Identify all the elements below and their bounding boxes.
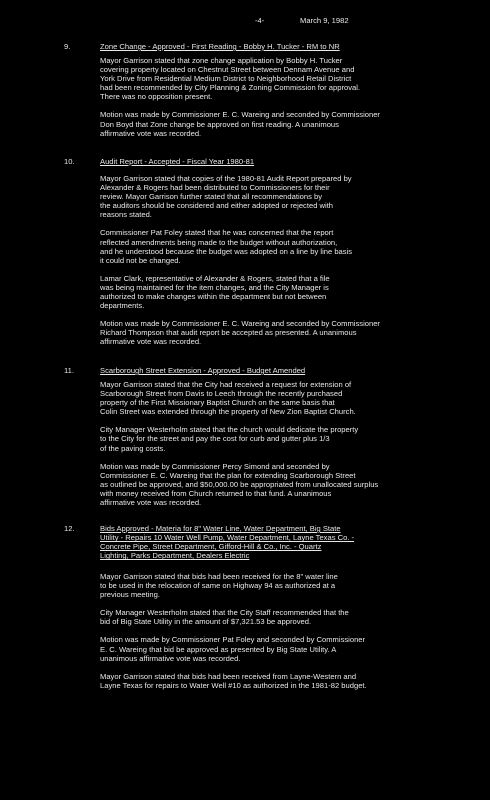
item-number: 9. — [64, 42, 71, 51]
paragraph: Lamar Clark, representative of Alexander & Rogers, stated that a file was being maintained for the item changes, and the City Manager is authorized to make changes within the department but not between departments. — [100, 273, 330, 311]
page-header — [0, 16, 490, 26]
paragraph: Motion was made by Commissioner E. C. Wareing and seconded by Commissioner Richard Thompson that audit report be accepted as presented. A unanimous affirmative vote was recorded. — [100, 319, 380, 347]
meeting-date: March 9, 1982 — [300, 16, 349, 25]
item-body — [100, 380, 480, 516]
item-title: Zone Change - Approved - First Reading - Bobby H. Tucker - RM to NR — [100, 42, 340, 51]
item-body — [100, 174, 480, 356]
item-body — [100, 572, 480, 699]
paragraph: Motion was made by Commissioner E. C. Wareing and seconded by Commissioner Don Boyd that Zone change be approved on first reading. A unanimous affirmative vote was recorded. — [100, 110, 380, 138]
paragraph: Mayor Garrison stated that copies of the 1980-81 Audit Report prepared by Alexander & Rogers had been distributed to Commissioners for their review. Mayor Garrison further stated that all recommendations by the auditors should be considered and either adopted or rejected with reasons stated. — [100, 174, 352, 220]
paragraph: City Manager Westerholm stated that the City Staff recommended that the bid of Big State Utility in the amount of $7,321.53 be approved. — [100, 608, 349, 627]
paragraph: Mayor Garrison stated that zone change application by Bobby H. Tucker covering property located on Chestnut Street between Dennam Avenue and York Drive from Residential Medium District to Neighborhood Retail District had been recommended by City Planning & Zoning Commission for approval. There was no opposition present. — [100, 56, 361, 102]
paragraph: Mayor Garrison stated that the City had received a request for extension of Scarborough Street from Davis to Leech through the recently purchased property of the First Missionary Baptist Church on the same basis that Colin Street was extended through the property of New Zion Baptist Church. — [100, 380, 356, 417]
paragraph: Mayor Garrison stated that bids had been received from Layne-Western and Layne Texas for repairs to Water Well #10 as authorized in the 1981-82 budget. — [100, 671, 367, 690]
item-title: Bids Approved - Materia for 8" Water Line, Water Department, Big State Utility - Repairs 10 Water Well Pump, Water Department, Layne Texas Co. - Concrete Pipe, Street Department, Gifford-Hill & Co., Inc. - Quartz Lighting, Parks Department, Dealers Electric — [100, 524, 355, 561]
item-title: Audit Report - Accepted - Fiscal Year 1980-81 — [100, 157, 255, 166]
item-number: 11. — [64, 366, 74, 375]
paragraph: Motion was made by Commissioner Pat Foley and seconded by Commissioner E. C. Wareing that bid be approved as presented by Big State Utility. A unanimous affirmative vote was recorded. — [100, 635, 366, 663]
item-title: Scarborough Street Extension - Approved - Budget Amended — [100, 366, 306, 375]
item-number: 10. — [64, 157, 75, 166]
item-number: 12. — [64, 524, 75, 533]
paragraph: Mayor Garrison stated that bids had been received for the 8" water line to be used in the relocation of same on Highway 94 as authorized at a previous meeting. — [100, 572, 338, 600]
paragraph: Motion was made by Commissioner Percy Simond and seconded by Commissioner E. C. Wareing that the plan for extending Scarborough Street as outlined be approved, and $50,000.00 be appropriated from unallocated surplus with money received from Church returned to that fund. A unanimous affirmative vote was recorded. — [100, 461, 379, 508]
paragraph: City Manager Westerholm stated that the church would dedicate the property to the City for the street and pay the cost for curb and gutter plus 1/3 of the paving costs. — [100, 425, 359, 453]
page-number: -4- — [255, 16, 265, 25]
item-body — [100, 56, 480, 147]
paragraph: Commissioner Pat Foley stated that he was concerned that the report reflected amendments being made to the budget without authorization, and he understood because the budget was adopted on a line by line basis it could not be changed. — [100, 228, 353, 265]
